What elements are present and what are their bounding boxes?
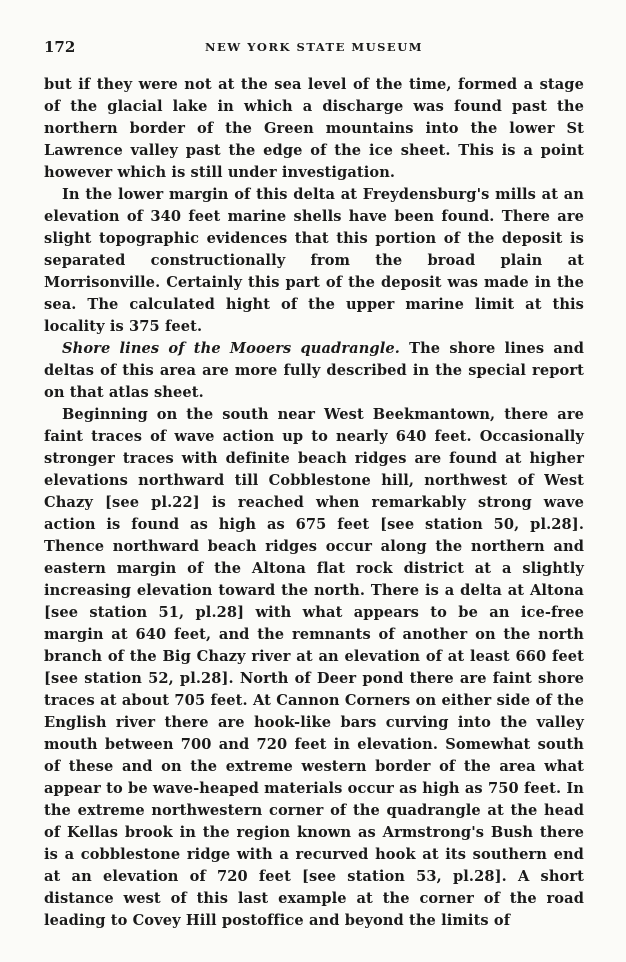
paragraph-mooers-shore-lines <box>44 338 584 404</box>
document-page <box>44 38 584 932</box>
section-lead: Shore lines of the Mooers quadrangle. <box>62 340 400 357</box>
paragraph-text: In the lower margin of this delta at Freydensburg's mills at an elevation of 340 feet marine shells have been found. There are slight topographic evidences that this portion of the deposit is separated constructionally from the broad plain at Morrisonville. Certainly this part of the deposit was made in the sea. The calculated hight of the upper marine limit at this locality is 375 feet. <box>44 186 584 335</box>
paragraph-freydensburg <box>44 184 584 338</box>
page-header <box>44 38 584 60</box>
paragraph-text: but if they were not at the sea level of the time, formed a stage of the glacial lake in which a discharge was found past the northern border of the Green mountains into the lower St Lawrence valley past the edge of the ice sheet. This is a point however which is still under investigation. <box>44 76 584 181</box>
paragraph-continuation <box>44 74 584 184</box>
paragraph-text: The shore lines and deltas of this area are more fully described in the special report on that atlas sheet. <box>44 340 584 401</box>
paragraph-beekmantown <box>44 404 584 932</box>
page-number: 172 <box>44 38 76 56</box>
paragraph-text: Beginning on the south near West Beekmantown, there are faint traces of wave action up to nearly 640 feet. Occasionally stronger traces with definite beach ridges are found at higher elevations northward till Cobblestone hill, northwest of West Chazy [see pl.22] is reached when remarkably strong wave action is found as high as 675 feet [see station 50, pl.28]. Thence northward beach ridges occur along the northern and eastern margin of the Altona flat rock district at a slightly increasing elevation toward the north. There is a delta at Altona [see station 51, pl.28] with what appears to be an ice-free margin at 640 feet, and the remnants of another on the north branch of the Big Chazy river at an elevation of at least 660 feet [see station 52, pl.28]. North of Deer pond there are faint shore traces at about 705 feet. At Cannon Corners on either side of the English river there are hook-like bars curving into the valley mouth between 700 and 720 feet in elevation. Somewhat south of these and on the extreme western border of the area what appear to be wave-heaped materials occur as high as 750 feet. In the extreme northwestern corner of the quadrangle at the head of Kellas brook in the region known as Armstrong's Bush there is a cobblestone ridge with a recurved hook at its southern end at an elevation of 720 feet [see station 53, pl.28]. A short distance west of this last example at the corner of the road leading to Covey Hill postoffice and beyond the limits of <box>44 406 584 929</box>
body-text <box>44 74 584 932</box>
running-head: NEW YORK STATE MUSEUM <box>205 40 423 54</box>
